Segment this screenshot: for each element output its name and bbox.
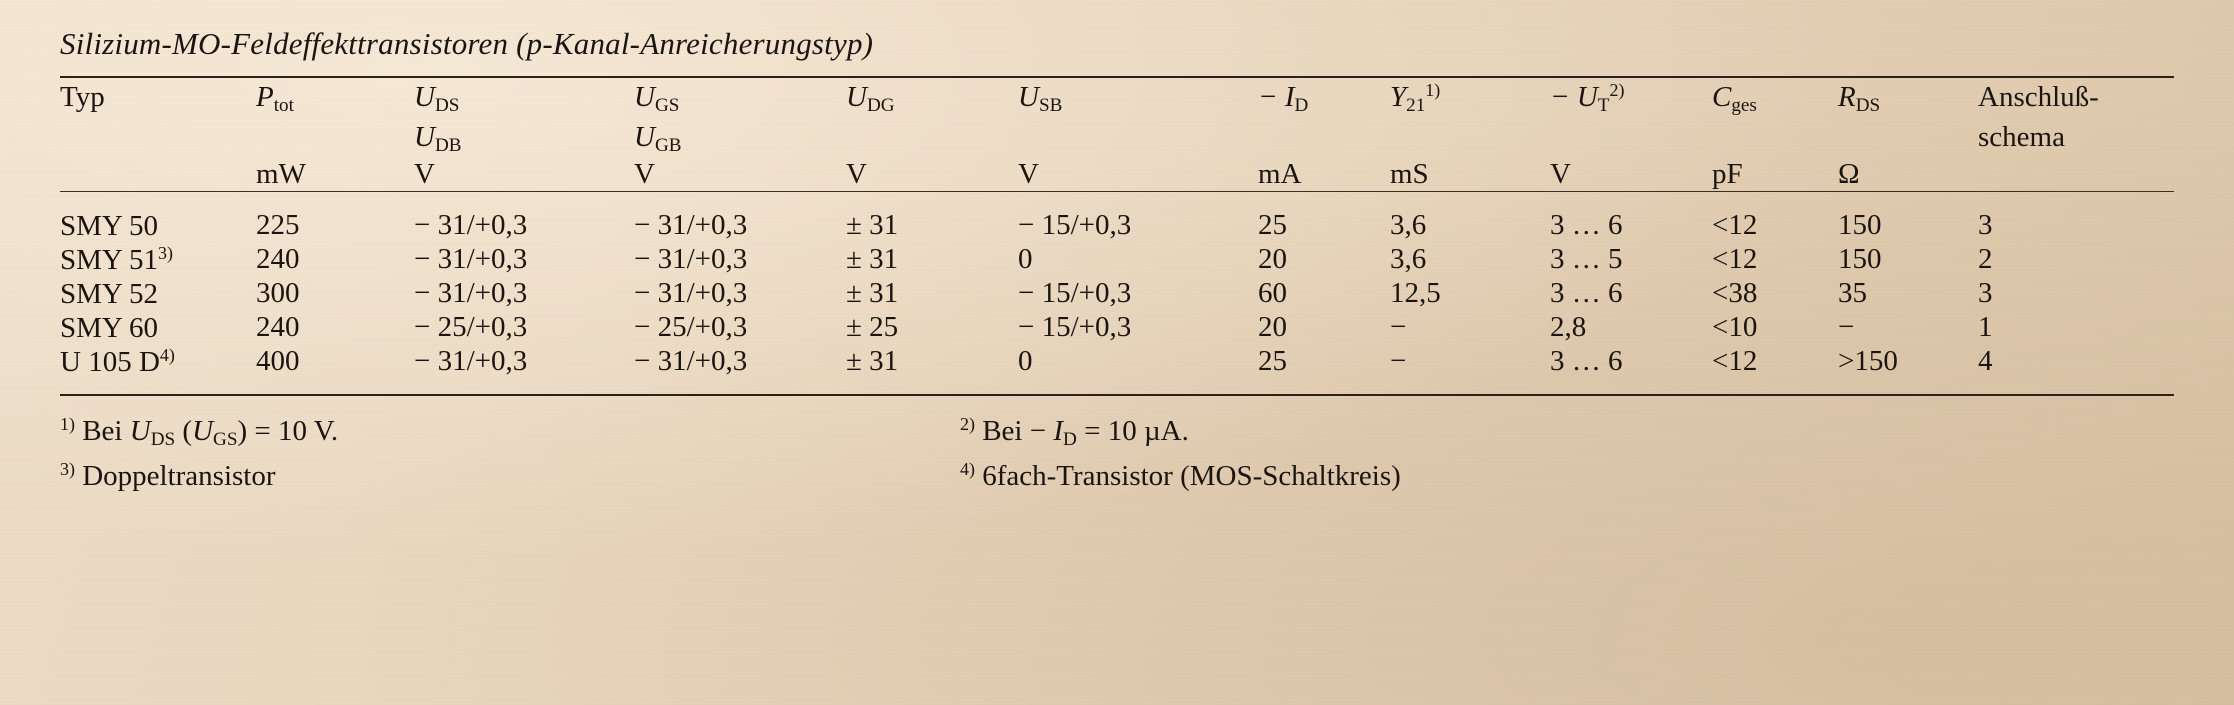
header-rds-line2 (1838, 118, 1978, 158)
specs-table-body (60, 192, 2174, 394)
header-uds-symbol: U (414, 81, 435, 113)
cell-id: 25 (1258, 344, 1287, 377)
header-y21-sub: 21 (1406, 94, 1426, 116)
header-ptot-line2 (256, 118, 414, 158)
header-ptot-symbol: P (256, 81, 274, 113)
cell-usb: 0 (1018, 242, 1033, 275)
cell-typ-text: SMY 52 (60, 277, 159, 310)
cell-rds: >150 (1838, 344, 1898, 377)
footnotes-right-column (960, 410, 1401, 498)
cell-uds: − 25/+0,3 (414, 310, 528, 343)
cell-udg: ± 25 (846, 310, 899, 343)
header-typ (60, 78, 256, 118)
header-ut-line2 (1550, 118, 1712, 158)
unit-y21: mS (1390, 158, 1429, 191)
unit-uds: V (414, 158, 435, 191)
header-cges (1712, 78, 1838, 118)
cell-ugs: − 31/+0,3 (634, 276, 748, 309)
header-schema-label2: schema (1978, 121, 2065, 154)
header-id-symbol: − I (1258, 81, 1295, 113)
cell-usb: − 15/+0,3 (1018, 310, 1132, 343)
header-usb-symbol: U (1018, 81, 1039, 113)
cell-y21: 3,6 (1390, 242, 1427, 275)
header-typ-line2 (60, 118, 256, 158)
header-schema-line2 (1978, 118, 2174, 158)
cell-id: 20 (1258, 310, 1287, 343)
cell-cges: <38 (1712, 276, 1758, 309)
cell-udg: ± 31 (846, 209, 899, 242)
footnote-3 (60, 455, 960, 499)
footnote-1-var1-sub: DS (150, 429, 176, 451)
footnote-4-text: 6fach-Transistor (MOS-Schaltkreis) (982, 459, 1401, 492)
cell-uds: − 31/+0,3 (414, 276, 528, 309)
specs-table (60, 78, 2174, 191)
cell-schema: 2 (1978, 242, 1993, 275)
header-y21 (1390, 78, 1550, 118)
cell-uds: − 31/+0,3 (414, 344, 528, 377)
cell-typ-text: SMY 50 (60, 209, 159, 242)
cell-id: 25 (1258, 209, 1287, 242)
cell-ptot: 240 (256, 242, 300, 275)
cell-typ (60, 243, 256, 277)
unit-cges: pF (1712, 158, 1743, 191)
cell-udg: ± 31 (846, 344, 899, 377)
footnotes-left-column (60, 410, 960, 498)
footnote-1-text-a: Bei (82, 415, 130, 448)
header-y21-footnote-ref: 1) (1425, 80, 1441, 101)
header-ut (1550, 78, 1712, 118)
unit-typ (60, 158, 256, 191)
footnote-3-marker: 3) (60, 459, 75, 480)
cell-ugs: − 31/+0,3 (634, 344, 748, 377)
header-udb-sub: DB (434, 134, 462, 156)
footnote-1-text-b: ) = 10 V. (237, 415, 339, 448)
cell-cges: <12 (1712, 209, 1758, 242)
cell-schema: 3 (1978, 276, 1993, 309)
header-usb-line2 (1018, 118, 1258, 158)
page-title (60, 0, 2174, 62)
table-row (60, 345, 2174, 395)
cell-ugs: − 31/+0,3 (634, 242, 748, 275)
footnote-1 (60, 410, 960, 454)
cell-usb: − 15/+0,3 (1018, 209, 1132, 242)
cell-cges: <12 (1712, 344, 1758, 377)
cell-udg: ± 31 (846, 276, 899, 309)
unit-usb: V (1018, 158, 1039, 191)
header-ut-symbol: − U (1550, 81, 1598, 113)
cell-ut: 3 … 6 (1550, 209, 1623, 242)
header-ugb-sub: GB (654, 134, 682, 156)
header-rds (1838, 78, 1978, 118)
cell-cges: <10 (1712, 310, 1758, 343)
cell-ut: 3 … 6 (1550, 276, 1623, 309)
header-schema-label: Anschluß- (1978, 81, 2099, 113)
footnote-1-var1: U (129, 415, 151, 448)
table-row (60, 277, 2174, 311)
table-row (60, 311, 2174, 345)
header-id-sub: D (1294, 94, 1309, 116)
cell-rds: 150 (1838, 242, 1882, 275)
header-udg-line2 (846, 118, 1018, 158)
header-ugs (634, 78, 846, 118)
header-y21-symbol: Y (1390, 81, 1407, 113)
unit-rds: Ω (1838, 158, 1860, 191)
cell-ut: 3 … 6 (1550, 344, 1623, 377)
header-ptot (256, 78, 414, 118)
header-y21-line2 (1390, 118, 1550, 158)
cell-cges: <12 (1712, 242, 1758, 275)
cell-ptot: 300 (256, 276, 300, 309)
cell-typ-footnote-ref: 4) (159, 344, 175, 365)
footnote-2 (960, 410, 1401, 454)
header-usb (1018, 78, 1258, 118)
header-udb (414, 118, 634, 158)
table-row (60, 192, 2174, 243)
footnote-2-text-a: Bei − (982, 415, 1054, 448)
table-units-row (60, 158, 2174, 191)
title-sub: (p-Kanal-Anreicherungstyp) (516, 26, 874, 61)
cell-ut: 3 … 5 (1550, 242, 1623, 275)
footnote-4 (960, 455, 1401, 499)
footnote-4-marker: 4) (960, 459, 975, 480)
footnote-3-text: Doppeltransistor (82, 459, 276, 492)
cell-typ (60, 311, 256, 345)
header-cges-line2 (1712, 118, 1838, 158)
cell-typ-text: SMY 51 (60, 243, 159, 276)
cell-typ (60, 277, 256, 311)
cell-uds: − 31/+0,3 (414, 242, 528, 275)
cell-typ-text: SMY 60 (60, 311, 159, 344)
cell-ptot: 400 (256, 344, 300, 377)
footnotes (60, 396, 2174, 498)
cell-schema: 1 (1978, 310, 1993, 343)
cell-schema: 4 (1978, 344, 1993, 377)
cell-typ-footnote-ref: 3) (158, 242, 173, 263)
header-ut-sub: T (1597, 94, 1610, 116)
cell-y21: − (1390, 344, 1407, 377)
header-ugb-symbol: U (634, 121, 655, 154)
cell-ptot: 225 (256, 209, 300, 242)
header-usb-sub: SB (1038, 94, 1063, 116)
header-udg (846, 78, 1018, 118)
table-header-row-1 (60, 78, 2174, 118)
unit-ugs: V (634, 158, 655, 191)
unit-udg: V (846, 158, 867, 191)
footnote-1-var2-sub: GS (213, 429, 238, 451)
cell-y21: − (1390, 310, 1407, 343)
cell-y21: 3,6 (1390, 209, 1427, 242)
unit-id: mA (1258, 158, 1302, 191)
cell-rds: 35 (1838, 276, 1867, 309)
header-rds-sub: DS (1855, 94, 1881, 116)
header-id (1258, 78, 1390, 118)
header-udg-symbol: U (846, 81, 867, 113)
cell-uds: − 31/+0,3 (414, 209, 528, 242)
header-uds-sub: DS (434, 94, 460, 116)
table-header-row-2 (60, 118, 2174, 158)
header-udg-sub: DG (866, 94, 895, 116)
header-schema (1978, 78, 2174, 118)
cell-ugs: − 25/+0,3 (634, 310, 748, 343)
cell-usb: − 15/+0,3 (1018, 276, 1132, 309)
header-uds (414, 78, 634, 118)
footnote-1-mid: ( (175, 415, 193, 448)
header-id-line2 (1258, 118, 1390, 158)
header-udb-symbol: U (414, 121, 435, 154)
header-cges-symbol: C (1712, 81, 1732, 113)
unit-ut: V (1550, 158, 1571, 191)
header-ptot-sub: tot (273, 94, 294, 116)
cell-ugs: − 31/+0,3 (634, 209, 748, 242)
cell-schema: 3 (1978, 209, 1993, 242)
cell-ptot: 240 (256, 310, 300, 343)
header-ugs-symbol: U (634, 81, 655, 113)
cell-typ-text: U 105 D (60, 345, 160, 378)
unit-schema (1978, 158, 2174, 191)
cell-usb: 0 (1018, 344, 1033, 377)
cell-typ (60, 192, 256, 243)
footnote-1-marker: 1) (60, 414, 75, 435)
footnote-2-var-sub: D (1063, 429, 1077, 451)
cell-y21: 12,5 (1390, 276, 1441, 309)
title-main: Silizium-MO-Feldeffekttransistoren (60, 26, 509, 61)
header-cges-sub: ges (1731, 94, 1757, 116)
cell-udg: ± 31 (846, 242, 899, 275)
footnote-2-text-b: = 10 µA. (1076, 415, 1189, 448)
header-ugs-sub: GS (654, 94, 680, 116)
cell-typ (60, 345, 256, 395)
cell-id: 20 (1258, 242, 1287, 275)
header-ut-footnote-ref: 2) (1609, 80, 1625, 101)
cell-rds: 150 (1838, 209, 1882, 242)
table-row (60, 243, 2174, 277)
cell-rds: − (1838, 310, 1855, 343)
header-ugb (634, 118, 846, 158)
header-typ-label: Typ (60, 81, 105, 113)
cell-ut: 2,8 (1550, 310, 1587, 343)
header-rds-symbol: R (1838, 81, 1856, 113)
cell-id: 60 (1258, 276, 1287, 309)
footnote-2-marker: 2) (960, 414, 975, 435)
footnote-2-var: I (1053, 415, 1064, 448)
footnote-1-var2: U (192, 415, 214, 448)
unit-ptot: mW (256, 158, 306, 191)
